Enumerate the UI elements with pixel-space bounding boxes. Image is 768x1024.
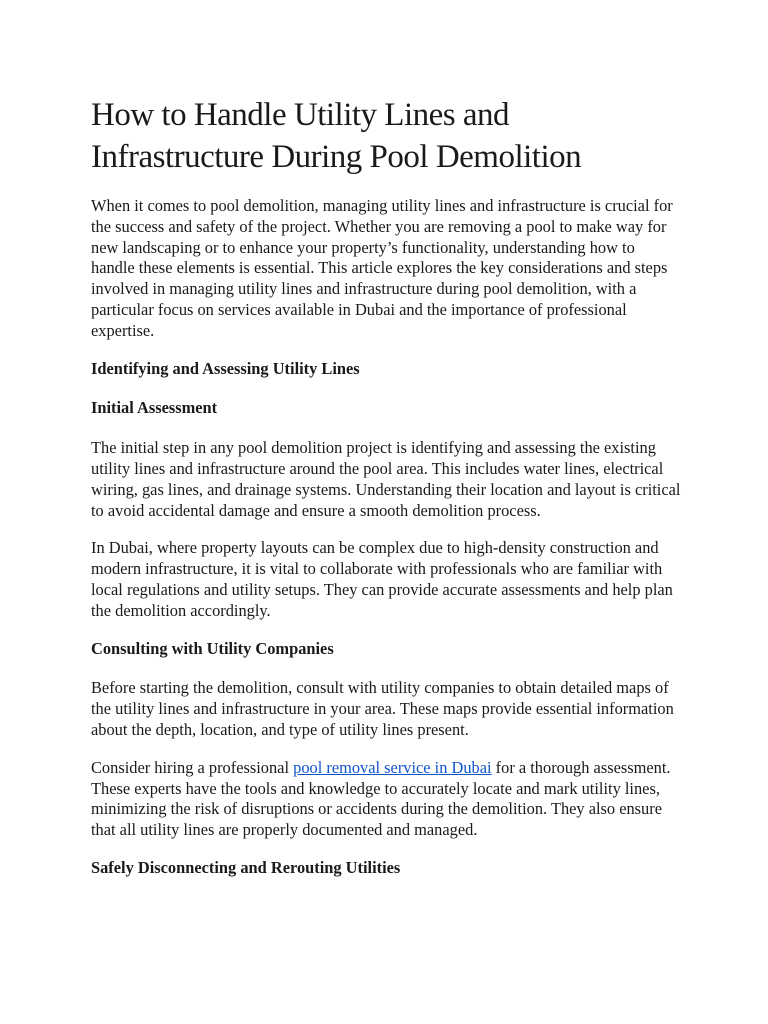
initial-assessment-paragraph-1: The initial step in any pool demolition project is identifying and assessing the existing utility lines and infrastructure around the pool area. This includes water lines, electrical wiring, gas lines, and drainage systems. Understanding their location and layout is critical to avoid accidental damage and ensure a smooth demolition process. xyxy=(91,438,681,520)
section-heading-safely-disconnecting: Safely Disconnecting and Rerouting Utilities xyxy=(91,857,401,877)
subsection-heading-initial-assessment: Initial Assessment xyxy=(91,398,218,418)
document-page xyxy=(91,94,681,898)
consulting-paragraph-2 xyxy=(91,758,681,841)
subsection-heading-consulting: Consulting with Utility Companies xyxy=(91,638,334,658)
consulting-paragraph-2-end: for a thorough assessment. These experts have the tools and knowledge to accurately locate and mark utility lines, minimizing the risk of disruptions or accidents during the demolition. They also ensure that all utility lines are properly documented and managed. xyxy=(91,757,671,840)
intro-paragraph: When it comes to pool demolition, managing utility lines and infrastructure is crucial for the success and safety of the project. Whether you are removing a pool to make way for new landscaping or to enhance your property’s functionality, understanding how to handle these elements is essential. This article explores the key considerations and steps involved in managing utility lines and infrastructure during pool demolition, with a particular focus on services available in Dubai and the importance of professional expertise. xyxy=(91,196,673,340)
consulting-paragraph-2-start: Consider hiring a professional xyxy=(91,757,294,777)
pool-removal-service-link[interactable]: pool removal service in Dubai xyxy=(293,757,492,777)
document-title: How to Handle Utility Lines and Infrastructure During Pool Demolition xyxy=(91,97,582,175)
section-heading-identifying: Identifying and Assessing Utility Lines xyxy=(91,358,360,378)
consulting-paragraph-1: Before starting the demolition, consult with utility companies to obtain detailed maps of the utility lines and infrastructure in your area. These maps provide essential information about the depth, location, and type of utility lines present. xyxy=(91,678,674,739)
initial-assessment-paragraph-2: In Dubai, where property layouts can be complex due to high-density construction and modern infrastructure, it is vital to collaborate with professionals who are familiar with local regulations and utility setups. They can provide accurate assessments and help plan the demolition accordingly. xyxy=(91,538,673,620)
